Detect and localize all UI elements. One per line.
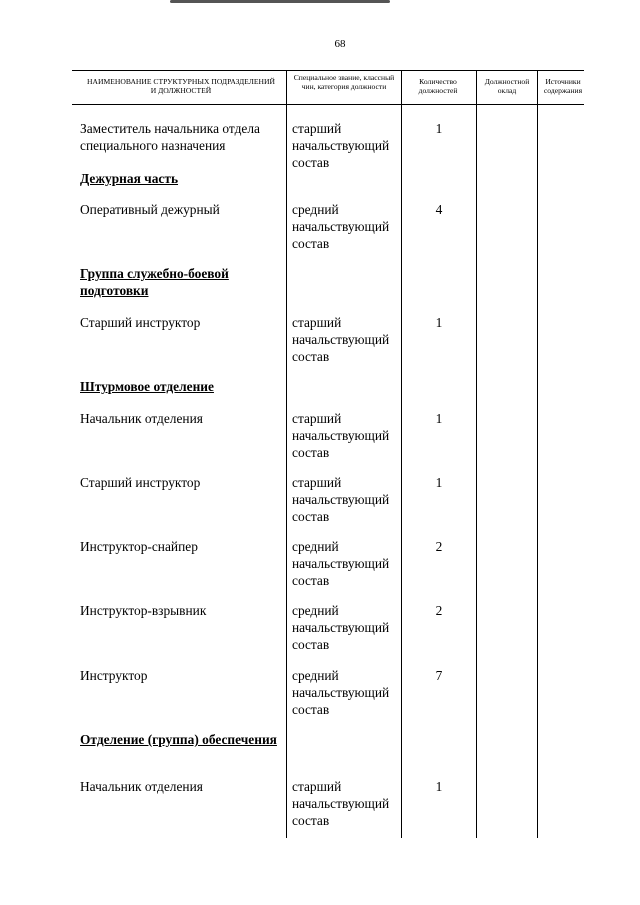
- position-category: средний начальствующий состав: [292, 202, 390, 251]
- position-category: средний начальствующий состав: [292, 668, 390, 717]
- position-category: старший начальствующий состав: [292, 411, 390, 460]
- position-name: Оперативный дежурный: [80, 202, 220, 217]
- position-count: 1: [435, 121, 443, 136]
- section-title: Штурмовое отделение: [80, 379, 214, 394]
- position-count: 2: [435, 539, 443, 554]
- position-count: 2: [435, 603, 443, 618]
- position-count: 4: [435, 202, 443, 217]
- scan-edge-mark: [170, 0, 390, 3]
- column-divider-3: [476, 70, 477, 838]
- position-count: 1: [435, 315, 443, 330]
- position-count: 1: [435, 411, 443, 426]
- position-category: старший начальствующий состав: [292, 475, 390, 524]
- header-rank: Специальное звание, классный чин, категория должности: [293, 73, 395, 91]
- position-category: старший начальствующий состав: [292, 315, 390, 364]
- position-name: Инструктор-снайпер: [80, 539, 198, 554]
- column-divider-4: [537, 70, 538, 838]
- position-name: Старший инструктор: [80, 475, 201, 490]
- section-title: Отделение (группа) обеспечения: [80, 732, 277, 747]
- position-name: Инструктор-взрывник: [80, 603, 207, 618]
- header-source: Источники содержания: [543, 77, 583, 95]
- column-divider-1: [286, 70, 287, 838]
- section-title: Группа служебно-боевой подготовки: [80, 266, 229, 298]
- position-count: 1: [435, 779, 443, 794]
- header-salary: Должностной оклад: [484, 77, 530, 95]
- position-name: Начальник отделения: [80, 779, 203, 794]
- section-title: Дежурная часть: [80, 171, 179, 186]
- table-header-border: [72, 104, 584, 105]
- position-category: средний начальствующий состав: [292, 603, 390, 652]
- position-name: Инструктор: [80, 668, 148, 683]
- position-name: Начальник отделения: [80, 411, 203, 426]
- table-top-border: [72, 70, 584, 71]
- position-name: Старший инструктор: [80, 315, 201, 330]
- position-name: Заместитель начальника отдела специального назначения: [80, 121, 260, 153]
- header-name: НАИМЕНОВАНИЕ СТРУКТУРНЫХ ПОДРАЗДЕЛЕНИЙ И ДОЛЖНОСТЕЙ: [87, 77, 275, 95]
- header-count: Количество должностей: [418, 77, 458, 95]
- position-count: 7: [435, 668, 443, 683]
- position-category: средний начальствующий состав: [292, 539, 390, 588]
- position-category: старший начальствующий состав: [292, 779, 390, 828]
- position-count: 1: [435, 475, 443, 490]
- page-number: 68: [334, 38, 346, 50]
- position-category: старший начальствующий состав: [292, 121, 390, 170]
